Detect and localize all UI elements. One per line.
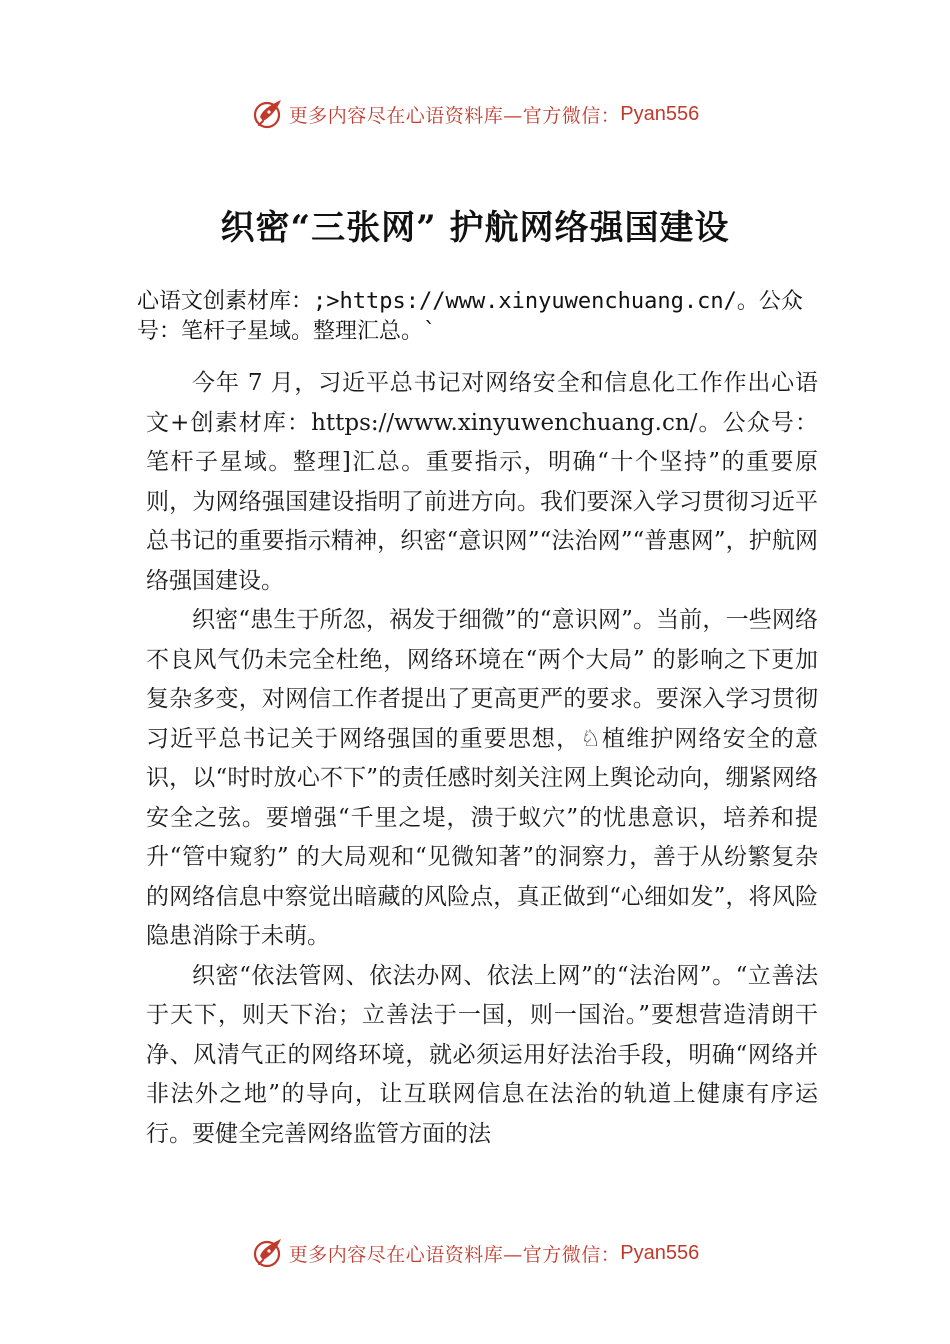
pen-nib-logo-icon (251, 97, 285, 131)
wechat-id: Pyan556 (620, 1241, 700, 1264)
banner-text: 更多内容尽在心语资料库—官方微信： (288, 1243, 621, 1266)
paragraph-2: 织密“患生于所忽，祸发于细微”的“意识网”。当前，一些网络不良风气仍未完全杜绝，网络环境在“两个大局” 的影响之下更加复杂多变，对网信工作者提出了更高更严的要求。要深入学习贯彻习近平总书记关于网络强国的重要思想，♘植维护网络安全的意识，以“时时放心不下”的责任感时刻关注网上舆论动向，绷紧网络安全之弦。要增强“千里之堤，溃于蚁穴”的忧患意识，培养和提升“管中窥豹” 的大局观和“见微知著”的洞察力，善于从纷繁复杂的网络信息中察觉出暗藏的风险点，真正做到“心细如发”，将风险隐患消除于未萌。 (146, 607, 818, 949)
pen-nib-logo-icon (251, 1236, 285, 1270)
banner-text: 更多内容尽在心语资料库—官方微信： (288, 104, 621, 127)
footer-banner (0, 1233, 950, 1273)
document-body (146, 364, 818, 1154)
paragraph-3: 织密“依法管网、依法办网、依法上网”的“法治网”。“立善法于天下，则天下治；立善法于一国，则一国治。”要想营造清朗干净、风清气正的网络环境，就必须运用好法治手段，明确“网络并非法外之地”的导向，让互联网信息在法治的轨道上健康有序运行。要健全完善网络监管方面的法 (146, 962, 818, 1147)
header-banner (0, 94, 950, 134)
document-title: 织密“三张网” 护航网络强国建设 (220, 208, 730, 248)
wechat-id: Pyan556 (620, 102, 700, 125)
paragraph-1: 今年 7 月，习近平总书记对网络安全和信息化工作作出心语文+创素材库：https://www.xinyuwenchuang.cn/。公众号：笔杆子星域。整理]汇总。重要指示，明确“十个坚持”的重要原则，为网络强国建设指明了前进方向。我们要深入学习贯彻习近平总书记的重要指示精神，织密“意识网”“法治网”“普惠网”，护航网络强国建设。 (146, 370, 818, 594)
source-note: 心语文创素材库：;>https://www.xinyuwenchuang.cn/。公众号：笔杆子星域。整理汇总。` (137, 289, 803, 344)
